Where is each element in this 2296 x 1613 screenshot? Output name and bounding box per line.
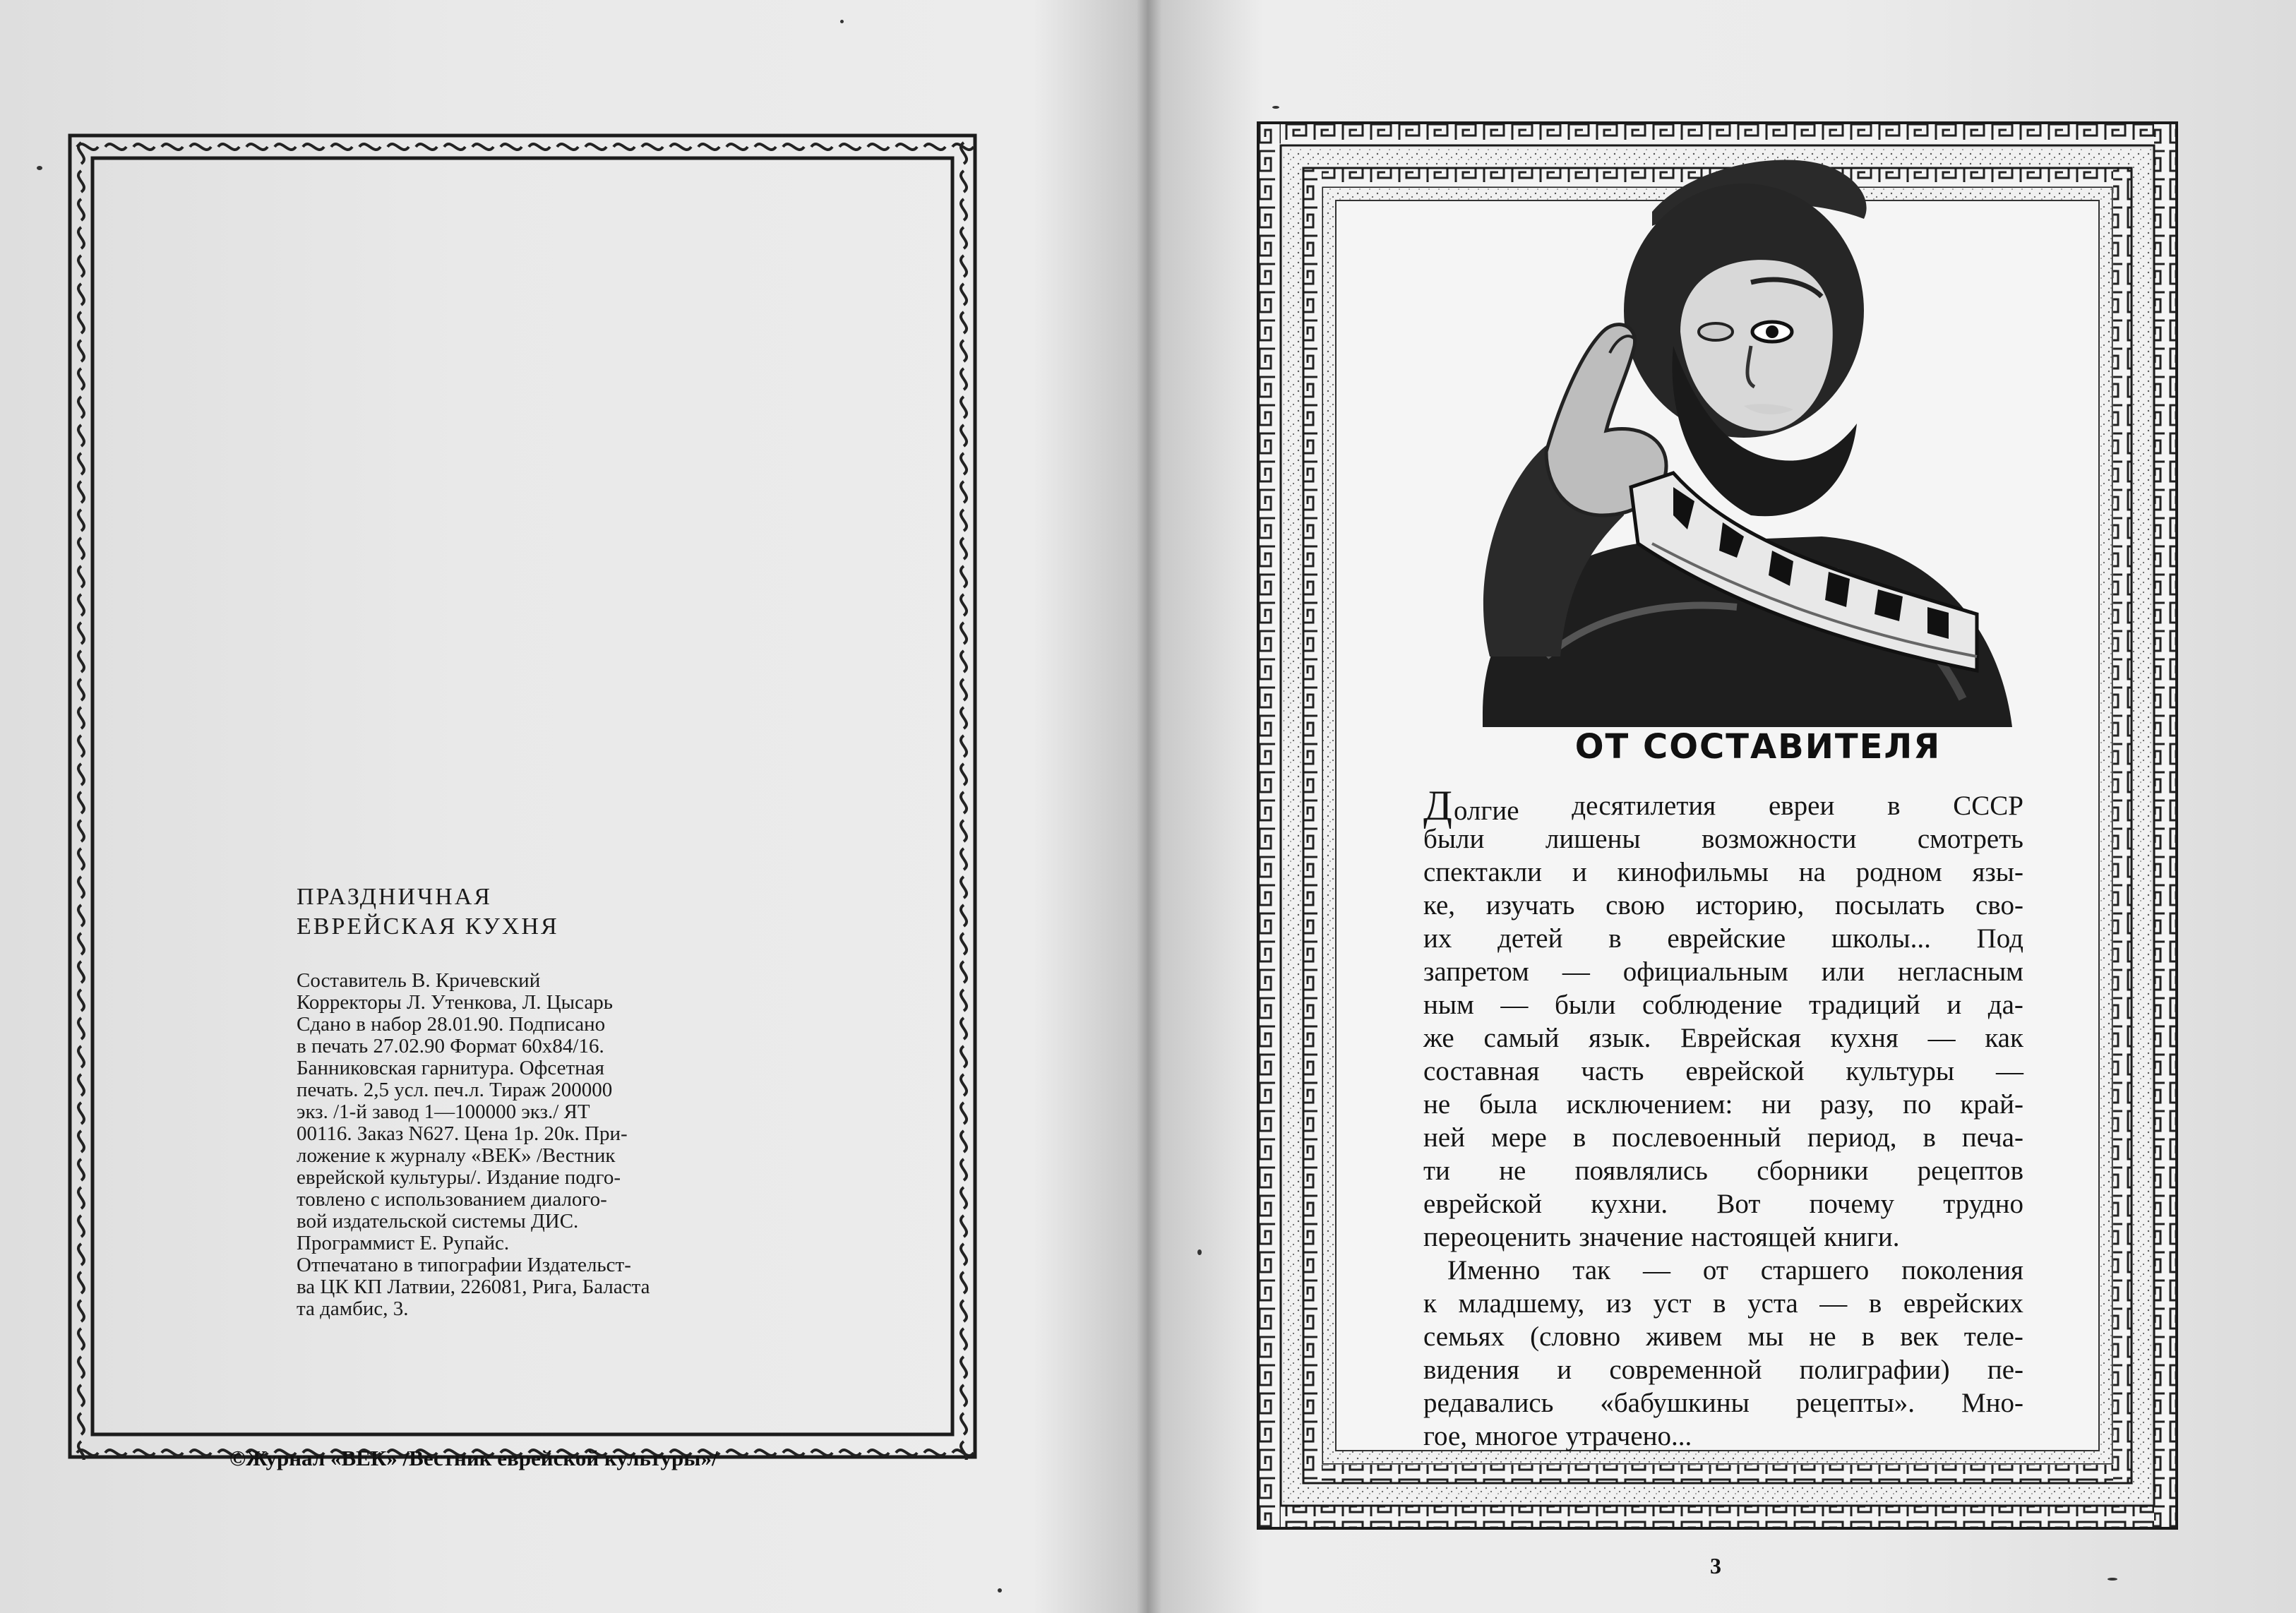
word: смотреть bbox=[1917, 824, 2023, 854]
imprint-line: еврейской культуры/. Издание подго- bbox=[297, 1166, 621, 1189]
word: их bbox=[1423, 923, 1452, 954]
foreword-line bbox=[1423, 1386, 2023, 1420]
word: часть bbox=[1581, 1056, 1644, 1086]
word: детей bbox=[1497, 923, 1563, 954]
word: поколения bbox=[1901, 1255, 2023, 1285]
word: пе- bbox=[1987, 1355, 2023, 1385]
book-title-line-1: ПРАЗДНИЧНАЯ bbox=[297, 884, 492, 910]
word: Мно- bbox=[1961, 1388, 2023, 1418]
word: уст bbox=[1653, 1288, 1692, 1319]
word: в bbox=[1713, 1288, 1726, 1319]
foreword-line bbox=[1423, 822, 2023, 856]
word: спектакли bbox=[1423, 857, 1543, 887]
word: еврейской bbox=[1423, 1189, 1543, 1219]
word: негласным bbox=[1897, 957, 2023, 987]
word: разу, bbox=[1819, 1089, 1875, 1120]
word: ней bbox=[1423, 1122, 1466, 1153]
word: младшему, bbox=[1458, 1288, 1585, 1319]
foreword-line bbox=[1423, 889, 2023, 922]
word: и bbox=[1947, 990, 1962, 1020]
scan-speck bbox=[840, 20, 844, 23]
word: традиций bbox=[1809, 990, 1920, 1020]
word: значение bbox=[1579, 1222, 1684, 1252]
word: многое bbox=[1475, 1421, 1558, 1451]
word: гое, bbox=[1423, 1421, 1468, 1451]
word: язы- bbox=[1972, 857, 2023, 887]
left-page bbox=[0, 0, 1144, 1613]
word: как bbox=[1985, 1023, 2023, 1053]
wave-ornament bbox=[78, 143, 84, 1460]
foreword-line bbox=[1423, 1088, 2023, 1121]
imprint-line: Сдано в набор 28.01.90. Подписано bbox=[297, 1013, 606, 1036]
foreword-line bbox=[1423, 988, 2023, 1021]
word: кухни. bbox=[1591, 1189, 1668, 1219]
word: — bbox=[1995, 1056, 2023, 1086]
foreword-line bbox=[1423, 782, 2023, 829]
word: Еврейская bbox=[1680, 1023, 1801, 1053]
word: в bbox=[1923, 1122, 1936, 1153]
word: послевоенный bbox=[1612, 1122, 1781, 1153]
word: и bbox=[1557, 1355, 1572, 1385]
word: век bbox=[1900, 1321, 1939, 1352]
word: составная bbox=[1423, 1056, 1540, 1086]
page-number: 3 bbox=[1710, 1553, 1721, 1578]
word: — bbox=[1819, 1288, 1848, 1319]
word: ни bbox=[1762, 1089, 1791, 1120]
word: еврейских bbox=[1903, 1288, 2023, 1319]
word: Вот bbox=[1716, 1189, 1761, 1219]
word: появлялись bbox=[1574, 1156, 1708, 1186]
scan-speck bbox=[1197, 1249, 1202, 1255]
word: — bbox=[1500, 990, 1529, 1020]
word: ке, bbox=[1423, 890, 1456, 921]
book-title-line-2: ЕВРЕЙСКАЯ КУХНЯ bbox=[297, 913, 559, 940]
foreword-line bbox=[1423, 1221, 2023, 1254]
word: — bbox=[1562, 957, 1590, 987]
word: рецептов bbox=[1917, 1156, 2023, 1186]
imprint-block bbox=[297, 882, 748, 1320]
word: печа- bbox=[1961, 1122, 2023, 1153]
scan-speck bbox=[37, 166, 42, 170]
word: живем bbox=[1646, 1321, 1723, 1352]
word: от bbox=[1702, 1255, 1728, 1285]
word: современной bbox=[1609, 1355, 1762, 1385]
word: трудно bbox=[1943, 1189, 2023, 1219]
imprint-line: Корректоры Л. Утенкова, Л. Цысарь bbox=[297, 991, 613, 1014]
portrait-graphic bbox=[1440, 120, 2019, 727]
word: евреи bbox=[1768, 791, 1835, 821]
word: на bbox=[1798, 857, 1826, 887]
word: из bbox=[1606, 1288, 1632, 1319]
word: мы bbox=[1747, 1321, 1784, 1352]
foreword-line bbox=[1423, 1420, 2023, 1453]
word: сборники bbox=[1757, 1156, 1869, 1186]
imprint-line: ложение к журналу «ВЕК» /Вестник bbox=[297, 1144, 616, 1167]
imprint-text bbox=[297, 970, 748, 1320]
word: соблюдение bbox=[1642, 990, 1783, 1020]
word: старшего bbox=[1760, 1255, 1870, 1285]
word: ным bbox=[1423, 990, 1474, 1020]
word: не bbox=[1809, 1321, 1836, 1352]
foreword-line bbox=[1423, 1121, 2023, 1154]
word: в bbox=[1572, 1122, 1586, 1153]
word: СССР bbox=[1953, 791, 2023, 821]
foreword-line bbox=[1423, 1154, 2023, 1187]
foreword-line bbox=[1423, 1055, 2023, 1088]
author-portrait-illustration bbox=[1440, 120, 2019, 727]
imprint-line: Составитель В. Кричевский bbox=[297, 969, 541, 992]
word: видения bbox=[1423, 1355, 1520, 1385]
word: изучать bbox=[1485, 890, 1575, 921]
word: родном bbox=[1855, 857, 1942, 887]
word: утрачено... bbox=[1565, 1421, 1692, 1451]
word: самый bbox=[1483, 1023, 1560, 1053]
word: не bbox=[1499, 1156, 1526, 1186]
foreword-line bbox=[1423, 1021, 2023, 1055]
foreword-line bbox=[1423, 1254, 2023, 1287]
foreword-line bbox=[1423, 1353, 2023, 1386]
word: семьях bbox=[1423, 1321, 1505, 1352]
imprint-line: ва ЦК КП Латвии, 226081, Рига, Баласта bbox=[297, 1276, 650, 1298]
word: не bbox=[1423, 1089, 1451, 1120]
word: мере bbox=[1491, 1122, 1547, 1153]
word: Именно bbox=[1447, 1255, 1541, 1285]
word: кухня bbox=[1830, 1023, 1899, 1053]
foreword-line bbox=[1423, 856, 2023, 889]
imprint-line: печать. 2,5 усл. печ.л. Тираж 200000 bbox=[297, 1079, 613, 1101]
word: были bbox=[1554, 990, 1616, 1020]
drop-cap: Д bbox=[1423, 782, 1452, 829]
word: кинофильмы bbox=[1617, 857, 1769, 887]
word: так bbox=[1572, 1255, 1611, 1285]
word: возможности bbox=[1702, 824, 1857, 854]
scan-speck bbox=[2107, 1578, 2117, 1581]
word: (словно bbox=[1530, 1321, 1621, 1352]
word: исключением: bbox=[1566, 1089, 1733, 1120]
word: историю, bbox=[1695, 890, 1805, 921]
word: язык. bbox=[1589, 1023, 1651, 1053]
word: полиграфии) bbox=[1799, 1355, 1950, 1385]
imprint-line: Программист Е. Рупайс. bbox=[297, 1232, 510, 1254]
word: настоящей bbox=[1691, 1222, 1817, 1252]
foreword-text bbox=[1423, 782, 2023, 1453]
imprint-line: 00116. Заказ N627. Цена 1р. 20к. При- bbox=[297, 1122, 628, 1145]
word: десятилетия bbox=[1572, 791, 1716, 821]
scan-speck bbox=[998, 1588, 1002, 1593]
word: сво- bbox=[1975, 890, 2023, 921]
imprint-line: в печать 27.02.90 Формат 60х84/16. bbox=[297, 1035, 604, 1057]
imprint-line: экз. /1-й завод 1—100000 экз./ ЯТ bbox=[297, 1101, 590, 1123]
word: же bbox=[1423, 1023, 1454, 1053]
word: еврейской bbox=[1685, 1056, 1805, 1086]
word: еврейские bbox=[1667, 923, 1786, 954]
word: свою bbox=[1606, 890, 1666, 921]
scan-speck bbox=[1272, 106, 1279, 109]
word: край- bbox=[1960, 1089, 2023, 1120]
word: — bbox=[1927, 1023, 1956, 1053]
word: официальным bbox=[1622, 957, 1788, 987]
word: редавались bbox=[1423, 1388, 1554, 1418]
foreword-line bbox=[1423, 955, 2023, 988]
word: лишены bbox=[1545, 824, 1641, 854]
word: книги. bbox=[1824, 1222, 1900, 1252]
word: и bbox=[1572, 857, 1587, 887]
foreword-line bbox=[1423, 1187, 2023, 1221]
section-heading: ОТ СОСТАВИТЕЛЯ bbox=[1574, 727, 1942, 767]
imprint-line: товлено с использованием диалого- bbox=[297, 1188, 607, 1211]
word: рецепты». bbox=[1795, 1388, 1915, 1418]
word: к bbox=[1423, 1288, 1437, 1319]
word: в bbox=[1887, 791, 1901, 821]
foreword-line bbox=[1423, 922, 2023, 955]
word: период, bbox=[1807, 1122, 1897, 1153]
word: уста bbox=[1747, 1288, 1798, 1319]
word: в bbox=[1608, 923, 1622, 954]
wave-ornament bbox=[961, 143, 967, 1460]
word: посылать bbox=[1834, 890, 1945, 921]
word: теле- bbox=[1963, 1321, 2023, 1352]
word: или bbox=[1821, 957, 1865, 987]
imprint-line: та дамбис, 3. bbox=[297, 1297, 409, 1320]
imprint-line: Банниковская гарнитура. Офсетная bbox=[297, 1057, 604, 1079]
word: «бабушкины bbox=[1600, 1388, 1750, 1418]
word: были bbox=[1423, 824, 1485, 854]
word: запретом bbox=[1423, 957, 1529, 987]
word: ти bbox=[1423, 1156, 1450, 1186]
imprint-line: Отпечатано в типографии Издательст- bbox=[297, 1254, 631, 1276]
word: по bbox=[1903, 1089, 1932, 1120]
word: Под bbox=[1976, 923, 2023, 954]
word: переоценить bbox=[1423, 1222, 1572, 1252]
wave-ornament bbox=[77, 144, 974, 150]
word: в bbox=[1868, 1288, 1882, 1319]
word: в bbox=[1861, 1321, 1875, 1352]
foreword-line bbox=[1423, 1320, 2023, 1353]
imprint-line: вой издательской системы ДИС. bbox=[297, 1210, 579, 1233]
copyright-line: ©Журнал «ВЕК» /Вестник еврейской культуры»/ bbox=[229, 1446, 718, 1470]
word: почему bbox=[1809, 1189, 1895, 1219]
word: школы... bbox=[1831, 923, 1931, 954]
word: — bbox=[1642, 1255, 1670, 1285]
word: культуры bbox=[1846, 1056, 1955, 1086]
word: Долгие bbox=[1423, 782, 1519, 829]
word: была bbox=[1478, 1089, 1538, 1120]
word: да- bbox=[1987, 990, 2023, 1020]
foreword-line bbox=[1423, 1287, 2023, 1320]
